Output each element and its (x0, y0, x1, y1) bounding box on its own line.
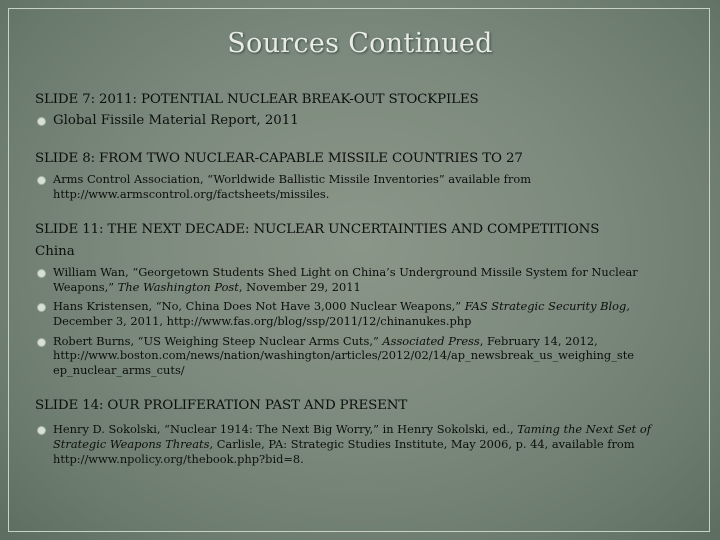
source-item: Robert Burns, “US Weighing Steep Nuclear Arms Cuts,” Associated Press, February 14, 2012, http://www.boston.com/news/nation/washington/articles/2012/02/14/ap_newsbreak_us_weighing_ste ep_nuclear_arms_cuts/ (35, 334, 700, 378)
bullet-icon (37, 176, 46, 185)
source-item: William Wan, “Georgetown Students Shed Light on China’s Underground Missile System for Nuclear Weapons,” The Washington Post, November 29, 2011 (35, 265, 700, 294)
source-item: Henry D. Sokolski, “Nuclear 1914: The Next Big Worry,” in Henry Sokolski, ed., Taming the Next Set of Strategic Weapons Threats, Carlisle, PA: Strategic Studies Institute, May 2006, p. 44, available from http://www.npolicy.org/thebook.php?bid=8. (35, 422, 700, 466)
source-item: Hans Kristensen, “No, China Does Not Have 3,000 Nuclear Weapons,” FAS Strategic Security Blog, December 3, 2011, http://www.fas.org/blog/ssp/2011/12/chinanukes.php (35, 299, 700, 328)
source-item: Global Fissile Material Report, 2011 (35, 112, 700, 129)
section-heading-slide-8: SLIDE 8: FROM TWO NUCLEAR-CAPABLE MISSILE COUNTRIES TO 27 (35, 151, 523, 166)
section-heading-slide-14: SLIDE 14: OUR PROLIFERATION PAST AND PRESENT (35, 398, 408, 414)
section-heading-slide-7: SLIDE 7: 2011: POTENTIAL NUCLEAR BREAK-OUT STOCKPILES (35, 92, 479, 107)
bullet-icon (37, 426, 46, 435)
bullet-icon (37, 269, 46, 278)
bullet-icon (37, 338, 46, 347)
bullet-icon (37, 303, 46, 312)
bullet-icon (37, 117, 46, 126)
slide-title: Sources Continued (227, 28, 493, 59)
source-item: Arms Control Association, “Worldwide Ballistic Missile Inventories” available from http://www.armscontrol.org/factsheets/missiles. (35, 172, 700, 201)
slide-content (35, 91, 700, 466)
section-heading-slide-11: SLIDE 11: THE NEXT DECADE: NUCLEAR UNCERTAINTIES AND COMPETITIONS (35, 222, 600, 238)
subheading-china: China (35, 244, 75, 260)
